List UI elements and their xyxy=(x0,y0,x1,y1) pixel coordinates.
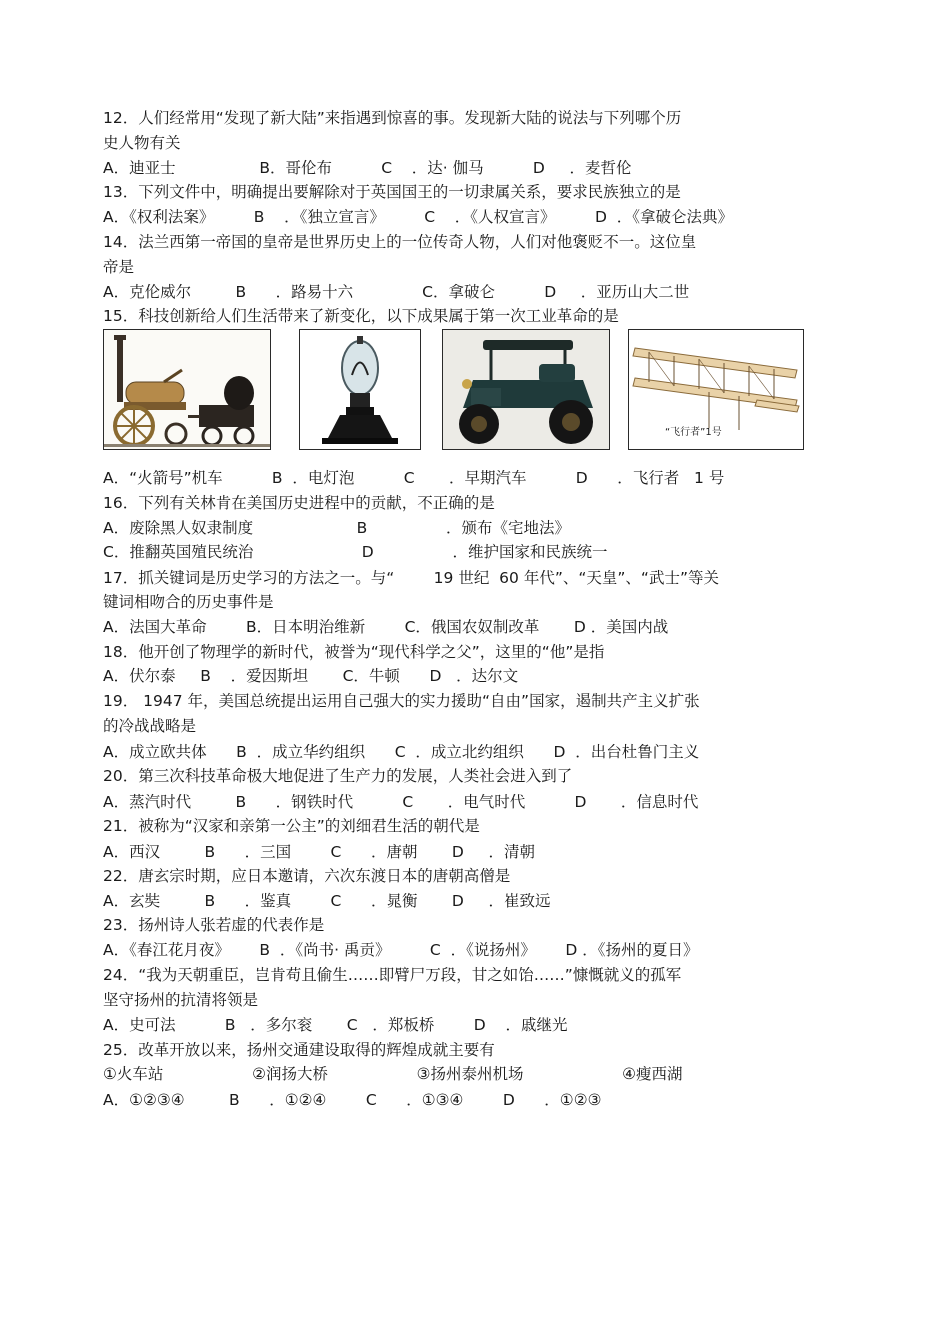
question-15-options: A．“火箭号”机车 B ．电灯泡 C ．早期汽车 D ．飞行者 1 号 xyxy=(103,469,725,487)
question-25-stem: 25．改革开放以来，扬州交通建设取得的辉煌成就主要有 xyxy=(103,1041,495,1059)
question-21-stem: 21．被称为“汉家和亲第一公主”的刘细君生活的朝代是 xyxy=(103,817,480,835)
question-14-options: A．克伦威尔 B ．路易十六 C．拿破仑 D ．亚历山大二世 xyxy=(103,283,690,301)
question-17-stem-line2: 键词相吻合的历史事件是 xyxy=(103,593,274,611)
question-12-stem-line1: 12．人们经常用“发现了新大陆”来指遇到惊喜的事。发现新大陆的说法与下列哪个历 xyxy=(103,109,682,127)
question-19-options: A．成立欧共体 B ．成立华约组织 C ．成立北约组织 D ．出台杜鲁门主义 xyxy=(103,743,700,761)
question-23-stem: 23．扬州诗人张若虚的代表作是 xyxy=(103,916,325,934)
question-25-options: A．①②③④ B ．①②④ C ．①③④ D ．①②③ xyxy=(103,1091,602,1109)
question-20-options: A．蒸汽时代 B ．钢铁时代 C ．电气时代 D ．信息时代 xyxy=(103,793,699,811)
question-19-stem-line2: 的冷战战略是 xyxy=(103,717,197,735)
question-12-options: A．迪亚士 B．哥伦布 C ．达· 伽马 D ．麦哲伦 xyxy=(103,159,632,177)
question-21-options: A．西汉 B ．三国 C ．唐朝 D ．清朝 xyxy=(103,843,536,861)
question-25-items: ①火车站 ②润扬大桥 ③扬州泰州机场 ④瘦西湖 xyxy=(103,1065,683,1083)
question-22-options: A．玄奘 B ．鉴真 C ．晁衡 D ．崔致远 xyxy=(103,892,551,910)
question-16-options-cd: C．推翻英国殖民统治 D ．维护国家和民族统一 xyxy=(103,543,608,561)
question-13-options: A．《权利法案》 B ．《独立宣言》 C ．《人权宣言》 D ．《拿破仑法典》 xyxy=(103,208,734,226)
question-16-options-ab: A．废除黑人奴隶制度 B ．颁布《宅地法》 xyxy=(103,519,571,537)
early-car-image xyxy=(442,329,610,450)
question-18-stem: 18．他开创了物理学的新时代，被誉为“现代科学之父”，这里的“他”是指 xyxy=(103,643,605,661)
question-24-stem-line1: 24．“我为天朝重臣，岂肯苟且偷生……即臂尸万段，甘之如饴……”慷慨就义的孤军 xyxy=(103,966,682,984)
question-15-images xyxy=(103,329,803,450)
question-15-stem: 15．科技创新给人们生活带来了新变化，以下成果属于第一次工业革命的是 xyxy=(103,307,619,325)
question-22-stem: 22．唐玄宗时期，应日本邀请，六次东渡日本的唐朝高僧是 xyxy=(103,867,511,885)
question-17-options: A．法国大革命 B．日本明治维新 C．俄国农奴制改革 D ．美国内战 xyxy=(103,618,669,636)
question-12-stem-line2: 史人物有关 xyxy=(103,134,181,152)
question-19-stem-line1: 19． 1947 年，美国总统提出运用自己强大的实力援助“自由”国家，遏制共产主义扩张 xyxy=(103,692,700,710)
question-23-options: A．《春江花月夜》 B ．《尚书· 禹贡》 C ．《说扬州》 D ．《扬州的夏日》 xyxy=(103,941,699,959)
light-bulb-image xyxy=(299,329,421,450)
question-14-stem-line2: 帝是 xyxy=(103,258,135,276)
question-16-stem: 16．下列有关林肯在美国历史进程中的贡献，不正确的是 xyxy=(103,494,495,512)
question-24-stem-line2: 坚守扬州的抗清将领是 xyxy=(103,991,259,1009)
question-14-stem-line1: 14．法兰西第一帝国的皇帝是世界历史上的一位传奇人物，人们对他褒贬不一。这位皇 xyxy=(103,233,697,251)
question-18-options: A．伏尔泰 B ．爱因斯坦 C．牛顿 D ．达尔文 xyxy=(103,667,519,685)
question-20-stem: 20．第三次科技革命极大地促进了生产力的发展，人类社会进入到了 xyxy=(103,767,573,785)
locomotive-image xyxy=(103,329,271,450)
question-24-options: A．史可法 B ．多尔衮 C ．郑板桥 D ．戚继光 xyxy=(103,1016,568,1034)
question-17-stem-line1: 17．抓关键词是历史学习的方法之一。与“ 19 世纪 60 年代”、“天皇”、“武士”等关 xyxy=(103,569,719,587)
question-13-stem: 13．下列文件中，明确提出要解除对于英国国王的一切隶属关系，要求民族独立的是 xyxy=(103,183,681,201)
flyer-image-caption: “飞行者”1号 xyxy=(665,427,722,438)
